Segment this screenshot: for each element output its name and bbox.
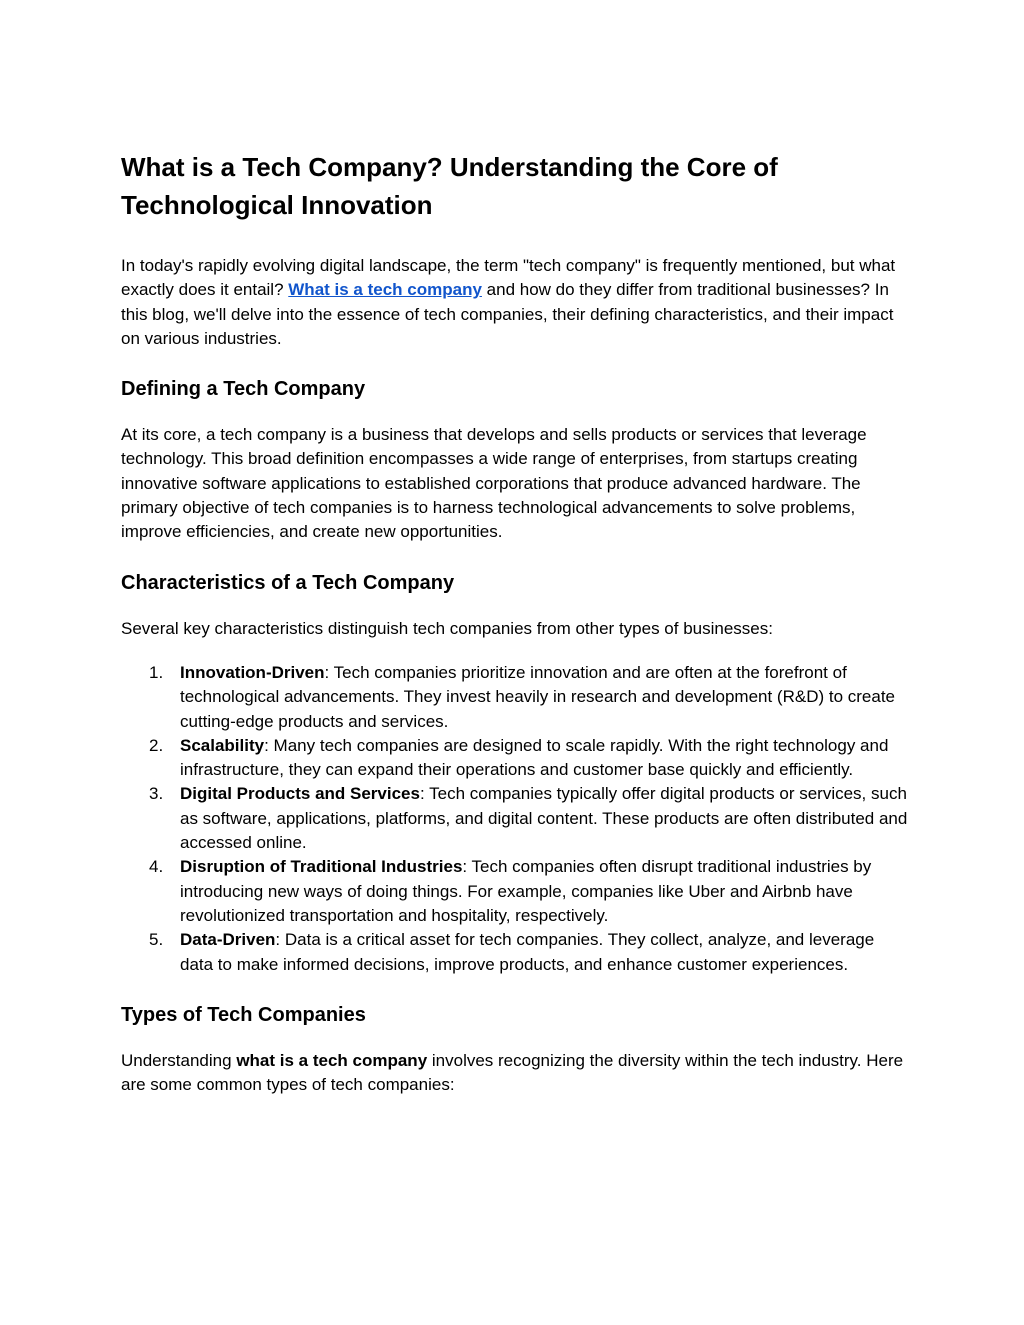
document-page bbox=[121, 148, 911, 1097]
types-bold-phrase: what is a tech company bbox=[236, 1050, 428, 1070]
list-term: Digital Products and Services bbox=[180, 784, 420, 804]
list-text: : Data is a critical asset for tech companies. They collect, analyze, and leverage data to make informed decisions, improve products, and enhance customer experiences. bbox=[180, 930, 875, 974]
list-term: Data-Driven bbox=[180, 930, 276, 950]
list-text: : Many tech companies are designed to scale rapidly. With the right technology and infrastructure, they can expand their operations and customer base quickly and efficiently. bbox=[180, 735, 889, 780]
heading-types: Types of Tech Companies bbox=[121, 1003, 366, 1026]
list-term: Disruption of Traditional Industries bbox=[180, 857, 463, 877]
heading-defining: Defining a Tech Company bbox=[121, 378, 366, 401]
list-item bbox=[121, 782, 911, 855]
types-text-before: Understanding bbox=[121, 1050, 237, 1070]
list-item bbox=[121, 661, 911, 734]
intro-text-after: and how do they differ from traditional businesses? In this blog, we'll delve into the essence of tech companies, their defining characteristics, and their impact on various industries. bbox=[121, 280, 894, 348]
intro-paragraph bbox=[121, 254, 911, 351]
list-item bbox=[121, 855, 911, 928]
heading-characteristics: Characteristics of a Tech Company bbox=[121, 571, 455, 594]
list-term: Innovation-Driven bbox=[180, 662, 325, 682]
types-paragraph bbox=[121, 1049, 911, 1098]
types-text-after: involves recognizing the diversity within the tech industry. Here are some common types of tech companies: bbox=[121, 1050, 904, 1095]
intro-text-before: In today's rapidly evolving digital landscape, the term "tech company" is frequently mentioned, but what exactly does it entail? bbox=[121, 256, 896, 300]
list-number: 3. bbox=[149, 784, 164, 804]
characteristics-list bbox=[121, 661, 911, 977]
list-number: 5. bbox=[149, 930, 164, 950]
defining-paragraph: At its core, a tech company is a business that develops and sells products or services that leverage technology. This broad definition encompasses a wide range of enterprises, from startups creating innovative software applications to established corporations that produce advanced hardware. The primary objective of tech companies is to harness technological advancements to solve problems, improve efficiencies, and create new opportunities. bbox=[121, 425, 867, 542]
tech-company-link[interactable]: What is a tech company bbox=[288, 280, 482, 300]
list-term: Scalability bbox=[180, 735, 265, 755]
list-item bbox=[121, 928, 911, 977]
list-item bbox=[121, 734, 911, 783]
characteristics-lead: Several key characteristics distinguish tech companies from other types of businesses: bbox=[121, 618, 773, 638]
list-number: 4. bbox=[149, 857, 164, 877]
list-text: : Tech companies typically offer digital products or services, such as software, applications, platforms, and digital content. These products are often distributed and accessed online. bbox=[180, 784, 908, 853]
list-number: 1. bbox=[149, 662, 164, 682]
page-title: What is a Tech Company? Understanding the Core of Technological Innovation bbox=[121, 152, 778, 220]
list-number: 2. bbox=[149, 735, 164, 755]
list-text: : Tech companies prioritize innovation and are often at the forefront of technological advancements. They invest heavily in research and development (R&D) to create cutting-edge products and services. bbox=[180, 662, 896, 731]
list-text: : Tech companies often disrupt traditional industries by introducing new ways of doing things. For example, companies like Uber and Airbnb have revolutionized transportation and hospitality, respectively. bbox=[180, 857, 872, 925]
